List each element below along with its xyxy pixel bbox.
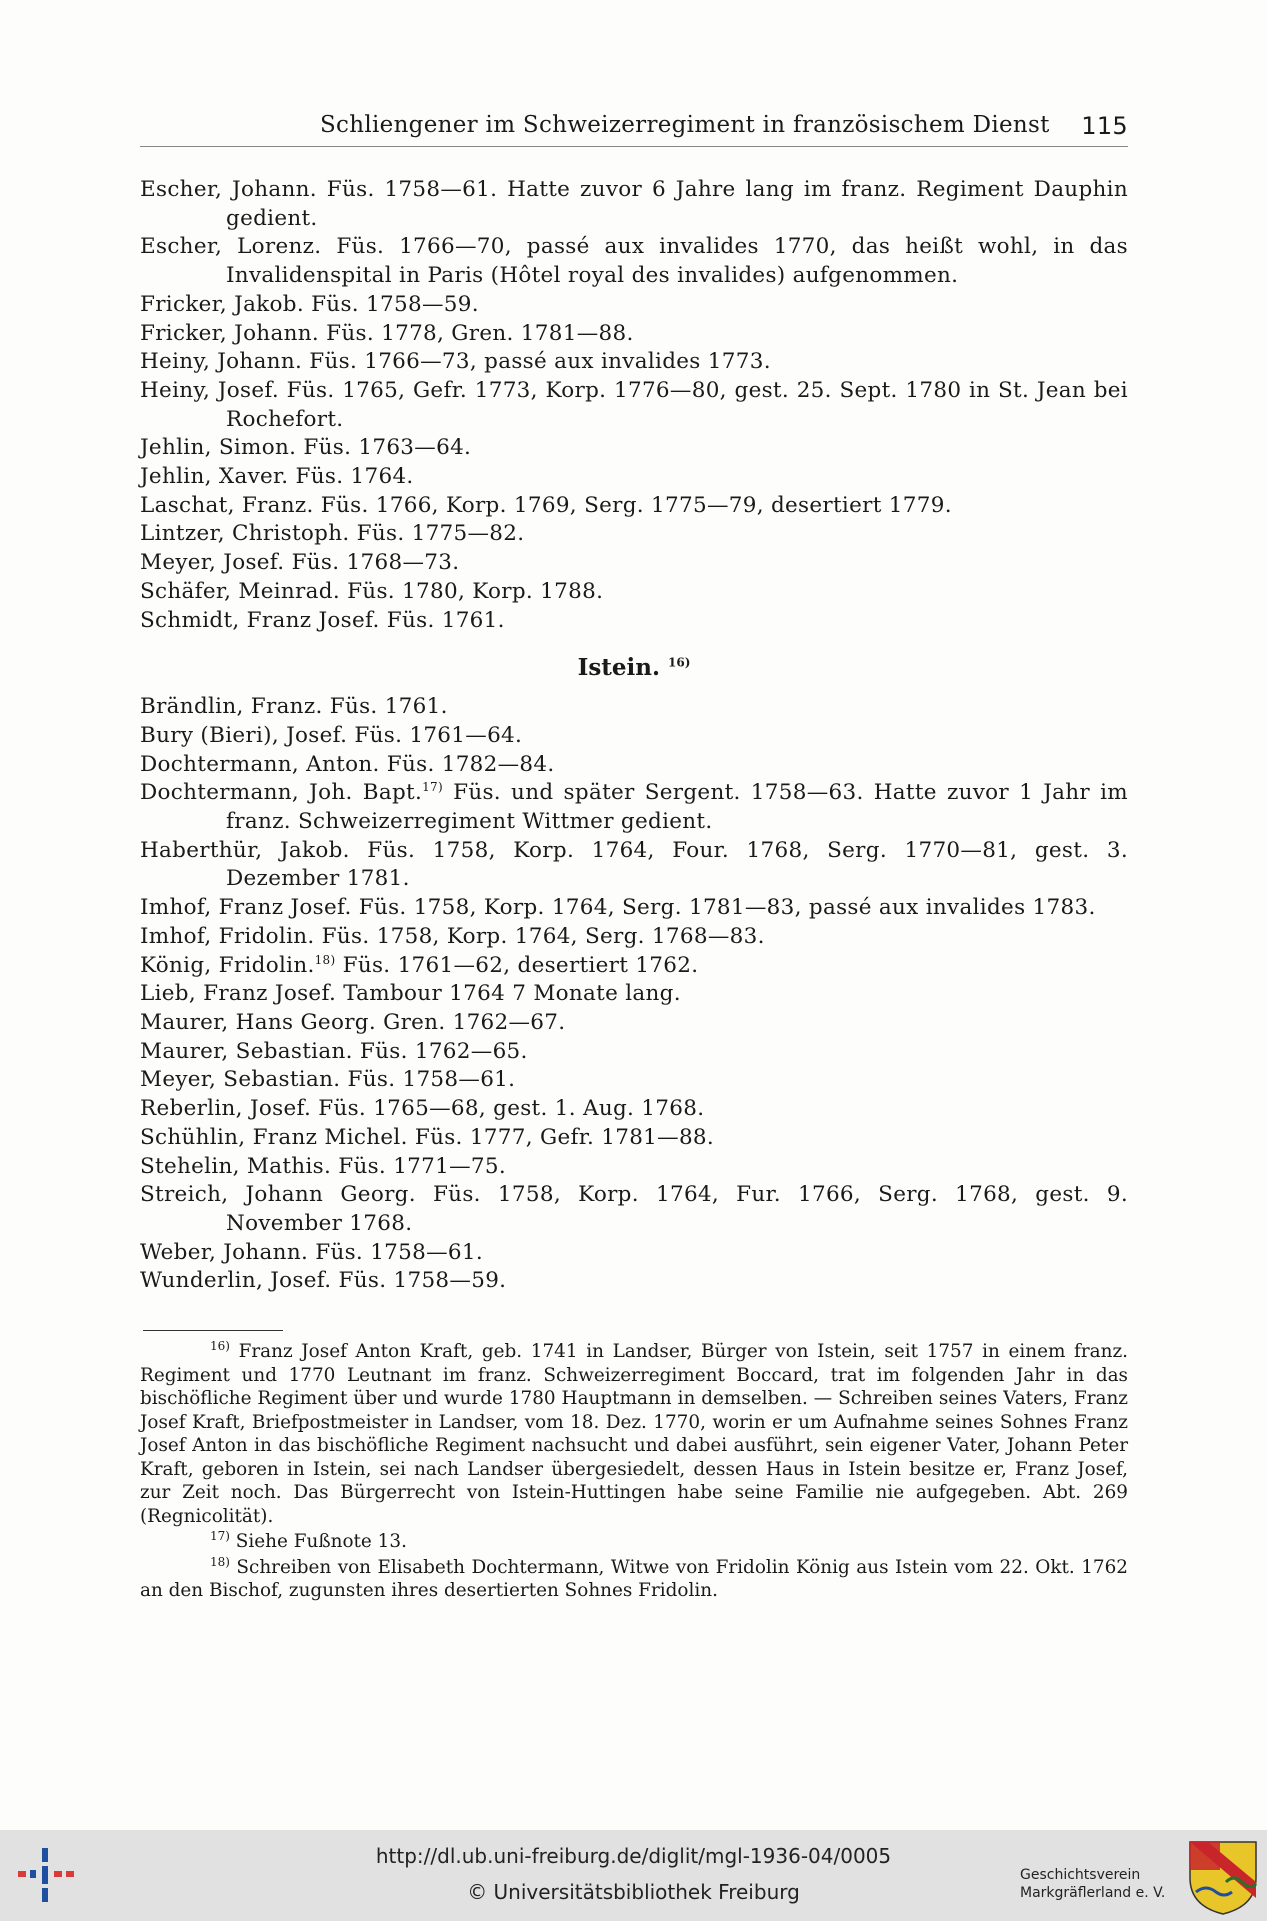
list-item: Laschat, Franz. Füs. 1766, Korp. 1769, Serg. 1775—79, desertiert 1779. — [140, 492, 952, 518]
list-item — [140, 1095, 1128, 1124]
list-item — [140, 894, 1128, 923]
footnote-mark: 18) — [210, 1554, 230, 1569]
footnote-text: Schreiben von Elisabeth Dochtermann, Witwe von Fridolin König aus Istein vom 22. Okt. 1762 an den Bischof, zugunsten ihres desertierten Sohnes Fridolin. — [140, 1556, 1128, 1601]
list-item — [140, 1038, 1128, 1067]
footnotes — [140, 1340, 1128, 1603]
coat-of-arms-icon — [1186, 1838, 1260, 1916]
entry-text: Haberthür, Jakob. Füs. 1758, Korp. 1764, Four. 1768, Serg. 1770—81, gest. 3. Dezember 1781. — [140, 837, 1128, 892]
list-item — [140, 1267, 1128, 1296]
footnote-text: Siehe Fußnote 13. — [229, 1531, 407, 1552]
list-item — [140, 1181, 1128, 1238]
footer-bar — [0, 1830, 1267, 1921]
section-heading — [140, 653, 1128, 683]
society-line2: Markgräflerland e. V. — [1020, 1885, 1166, 1901]
list-item — [140, 779, 1128, 836]
entry-text: Streich, Johann Georg. Füs. 1758, Korp. 1764, Fur. 1766, Serg. 1768, gest. 9. November 1768. — [140, 1182, 1128, 1236]
list-item: Schäfer, Meinrad. Füs. 1780, Korp. 1788. — [140, 578, 604, 604]
entry-text: Reberlin, Josef. Füs. 1765—68, gest. 1. Aug. 1768. — [140, 1096, 705, 1122]
footnote-rule — [143, 1330, 283, 1331]
entry-text: Brändlin, Franz. Füs. 1761. — [140, 694, 448, 720]
entry-text: Stehelin, Mathis. Füs. 1771—75. — [140, 1153, 507, 1179]
list-item — [140, 837, 1128, 894]
list-item: Fricker, Johann. Füs. 1778, Gren. 1781—88. — [140, 320, 634, 346]
entry-text: Imhof, Fridolin. Füs. 1758, Korp. 1764, Serg. 1768—83. — [140, 923, 765, 949]
society-name — [1020, 1866, 1165, 1902]
entry-text-rest: Füs. und später Sergent. 1758—63. Hatte zuvor 1 Jahr im franz. Schweizerregiment Wittmer gedient. — [226, 780, 1128, 835]
footnote — [140, 1556, 1128, 1603]
footnote — [140, 1340, 1128, 1528]
list-item: Fricker, Jakob. Füs. 1758—59. — [140, 291, 479, 317]
entry-text: Meyer, Sebastian. Füs. 1758—61. — [140, 1067, 516, 1093]
list-item: Heiny, Josef. Füs. 1765, Gefr. 1773, Korp. 1776—80, gest. 25. Sept. 1780 in St. Jean bei Rochefort. — [140, 377, 1128, 432]
entry-text: Dochtermann, Joh. Bapt. — [140, 780, 423, 806]
entry-text: Weber, Johann. Füs. 1758—61. — [140, 1239, 484, 1265]
list-item — [140, 1153, 1128, 1182]
entry-text: Maurer, Hans Georg. Gren. 1762—67. — [140, 1009, 566, 1035]
list-item: Jehlin, Simon. Füs. 1763—64. — [140, 435, 472, 461]
entry-text: Bury (Bieri), Josef. Füs. 1761—64. — [140, 722, 523, 748]
header-rule — [140, 146, 1128, 147]
entry-text: Schühlin, Franz Michel. Füs. 1777, Gefr. 1781—88. — [140, 1124, 715, 1150]
footnote-text: Franz Josef Anton Kraft, geb. 1741 in Landser, Bürger von Istein, seit 1757 in einem franz. Regiment und 1770 Leutnant im franz. Schweizerregiment Boccard, trat im folgenden Jahr in das bischöfliche Regiment über und wurde 1780 Hauptmann in demselben. — Schreiben seines Vaters, Franz Josef Kraft, Briefpostmeister in Landser, vom 18. Dez. 1770, worin er um Aufnahme seines Sohnes Franz Josef Anton in das bischöfliche Regiment nachsucht und dabei ausführt, sein eigener Vater, Johann Peter Kraft, geboren in Istein, sei nach Landser übergesiedelt, dessen Haus in Istein besitze er, Franz Josef, zur Zeit noch. Das Bürgerrecht von Istein-Huttingen habe seine Familie nie aufgegeben. Abt. 269 (Regnicolität). — [140, 1341, 1128, 1527]
footer-copyright: © Universitätsbibliothek Freiburg — [467, 1880, 800, 1904]
footnote — [140, 1530, 1128, 1554]
entry-text: Dochtermann, Anton. Füs. 1782—84. — [140, 751, 555, 777]
entry-text: König, Fridolin. — [140, 952, 315, 978]
list-item: Lintzer, Christoph. Füs. 1775—82. — [140, 521, 525, 547]
list-item — [140, 923, 1128, 952]
entry-text-rest: Füs. 1761—62, desertiert 1762. — [335, 952, 699, 978]
list-item: Meyer, Josef. Füs. 1768—73. — [140, 550, 460, 576]
list-item: Heiny, Johann. Füs. 1766—73, passé aux invalides 1773. — [140, 349, 771, 375]
entry-text: Imhof, Franz Josef. Füs. 1758, Korp. 1764, Serg. 1781—83, passé aux invalides 1783. — [140, 895, 1096, 921]
section-title: Istein. — [577, 654, 661, 682]
list-item: Escher, Johann. Füs. 1758—61. Hatte zuvor 6 Jahre lang im franz. Regiment Dauphin gedient. — [140, 177, 1128, 231]
footnote-mark: 17) — [210, 1528, 230, 1543]
footer-url[interactable]: http://dl.ub.uni-freiburg.de/diglit/mgl-1936-04/0005 — [375, 1844, 892, 1868]
list-item — [140, 693, 1128, 722]
list-item — [140, 722, 1128, 751]
list-item — [140, 751, 1128, 780]
running-title: Schliengener im Schweizerregiment in französischem Dienst — [320, 112, 1050, 138]
society-line1: Geschichtsverein — [1020, 1867, 1141, 1883]
list-item — [140, 980, 1128, 1009]
list-item: Schmidt, Franz Josef. Füs. 1761. — [140, 607, 505, 633]
entry-text: Lieb, Franz Josef. Tambour 1764 7 Monate lang. — [140, 981, 681, 1007]
entry-text: Wunderlin, Josef. Füs. 1758—59. — [140, 1268, 507, 1294]
list-item: Escher, Lorenz. Füs. 1766—70, passé aux invalides 1770, das heißt wohl, in das Invalidenspital in Paris (Hôtel royal des invalides) aufgenommen. — [140, 234, 1128, 289]
list-item: Jehlin, Xaver. Füs. 1764. — [140, 464, 414, 490]
list-item — [140, 1066, 1128, 1095]
footnote-ref: 18) — [314, 952, 336, 967]
section-note-mark: 16) — [668, 655, 691, 670]
footnote-mark: 16) — [210, 1338, 230, 1353]
entry-list — [140, 176, 1128, 1296]
page-number: 115 — [1081, 112, 1128, 140]
list-item — [140, 1124, 1128, 1153]
list-item — [140, 952, 1128, 981]
footnote-ref: 17) — [422, 780, 443, 795]
entry-text: Maurer, Sebastian. Füs. 1762—65. — [140, 1038, 528, 1064]
list-item — [140, 1009, 1128, 1038]
list-item — [140, 1239, 1128, 1268]
